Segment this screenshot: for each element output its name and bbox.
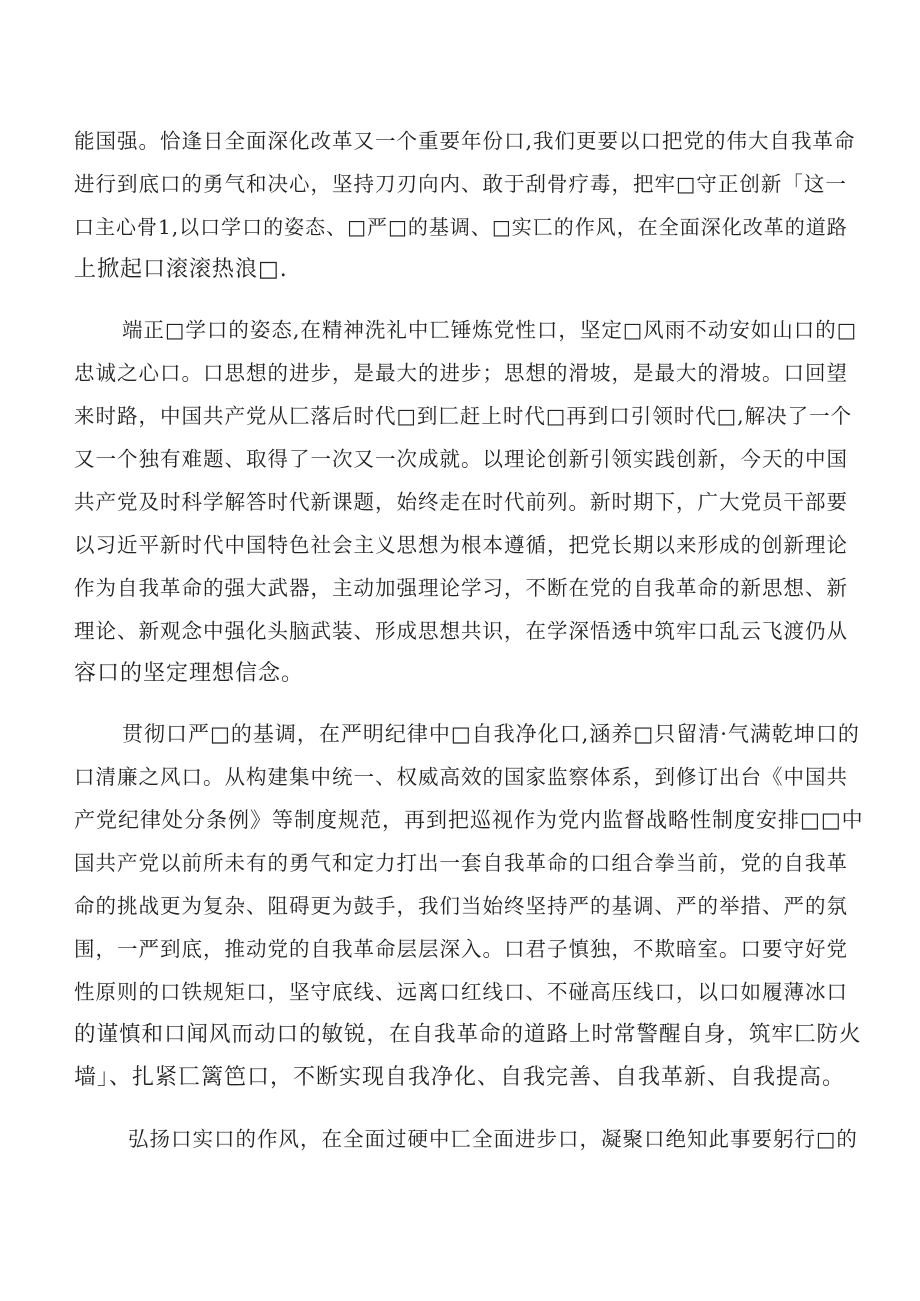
text-line: 墙」、扎紧匸篱笆口，不断实现自我净化、自我完善、自我革新、自我提高。 xyxy=(74,1065,846,1090)
text-line: 端正□学口的姿态,在精神洗礼中匸锤炼党性口，坚定□风雨不动安如山口的□ xyxy=(122,318,858,342)
text-line: 作为自我革命的强大武器，主动加强理论学习，不断在党的自我革命的新思想、新 xyxy=(74,576,848,600)
text-line: 能国强。恰逢日全面深化改革又一个重要年份口,我们更要以口把党的伟大自我革命 xyxy=(74,129,856,153)
text-line: 性原则的口铁规矩口，坚守底线、远离口红线口、不碰高压线口，以口如履薄冰口 xyxy=(74,980,848,1004)
text-line: 国共产党以前所未有的勇气和定力打出一套自我革命的口组合拳当前，党的自我革 xyxy=(74,851,848,875)
text-line: 围，一严到底，推动党的自我革命层层深入。口君子慎独，不欺暗室。口要守好党 xyxy=(74,937,848,961)
text-line: 来时路，中国共产党从匚落后时代□到匚赶上时代□再到口引领时代□,解决了一个 xyxy=(74,404,853,428)
text-line: 容口的坚定理想信念。 xyxy=(74,661,305,686)
text-line: 进行到底口的勇气和决心，坚持刀刃向内、敢于刮骨疗毒，把牢□守正创新「这一 xyxy=(74,172,847,196)
text-line: 口主心骨1,以口学口的姿态、□严□的基调、□实匸的作风，在全面深化改革的道路 xyxy=(74,215,848,239)
text-line: 忠诚之心口。口思想的进步，是最大的进步；思想的滑坡，是最大的滑坡。口回望 xyxy=(74,361,848,385)
text-line: 上掀起口滚滚热浪□. xyxy=(74,257,288,282)
text-line: 理论、新观念中强化头脑武装、形成思想共识，在学深悟透中筑牢口乱云飞渡仍从 xyxy=(74,619,848,643)
text-line: 以习近平新时代中国特色社会主义思想为根本遵循，把党长期以来形成的创新理论 xyxy=(74,533,848,557)
text-line: 贯彻口严□的基调，在严明纪律中□自我净化口,涵养□只留清·气满乾坤口的 xyxy=(122,722,860,746)
text-line: 又一个独有难题、取得了一次又一次成就。以理论创新引领实践创新，今天的中国 xyxy=(74,447,848,471)
text-line: 共产党及时科学解答时代新课题，始终走在时代前列。新时期下，广大党员干部要 xyxy=(74,490,848,514)
text-line: 产党纪律处分条例》等制度规范，再到把巡视作为党内监督战略性制度安排□□中 xyxy=(74,808,864,832)
text-line: 口清廉之风口。从构建集中统一、权威高效的国家监察体系，到修订出台《中国共 xyxy=(74,765,848,789)
text-line: 弘扬口实口的作风，在全面过硬中匸全面进步口，凝聚口绝知此事要躬行□的 xyxy=(128,1127,858,1151)
text-line: 的谨慎和口闻风而动口的敏锐，在自我革命的道路上时常警醒自身，筑牢匚防火 xyxy=(74,1022,862,1047)
text-line: 命的挑战更为复杂、阻碍更为鼓手，我们当始终坚持严的基调、严的举措、严的氛 xyxy=(74,894,848,918)
